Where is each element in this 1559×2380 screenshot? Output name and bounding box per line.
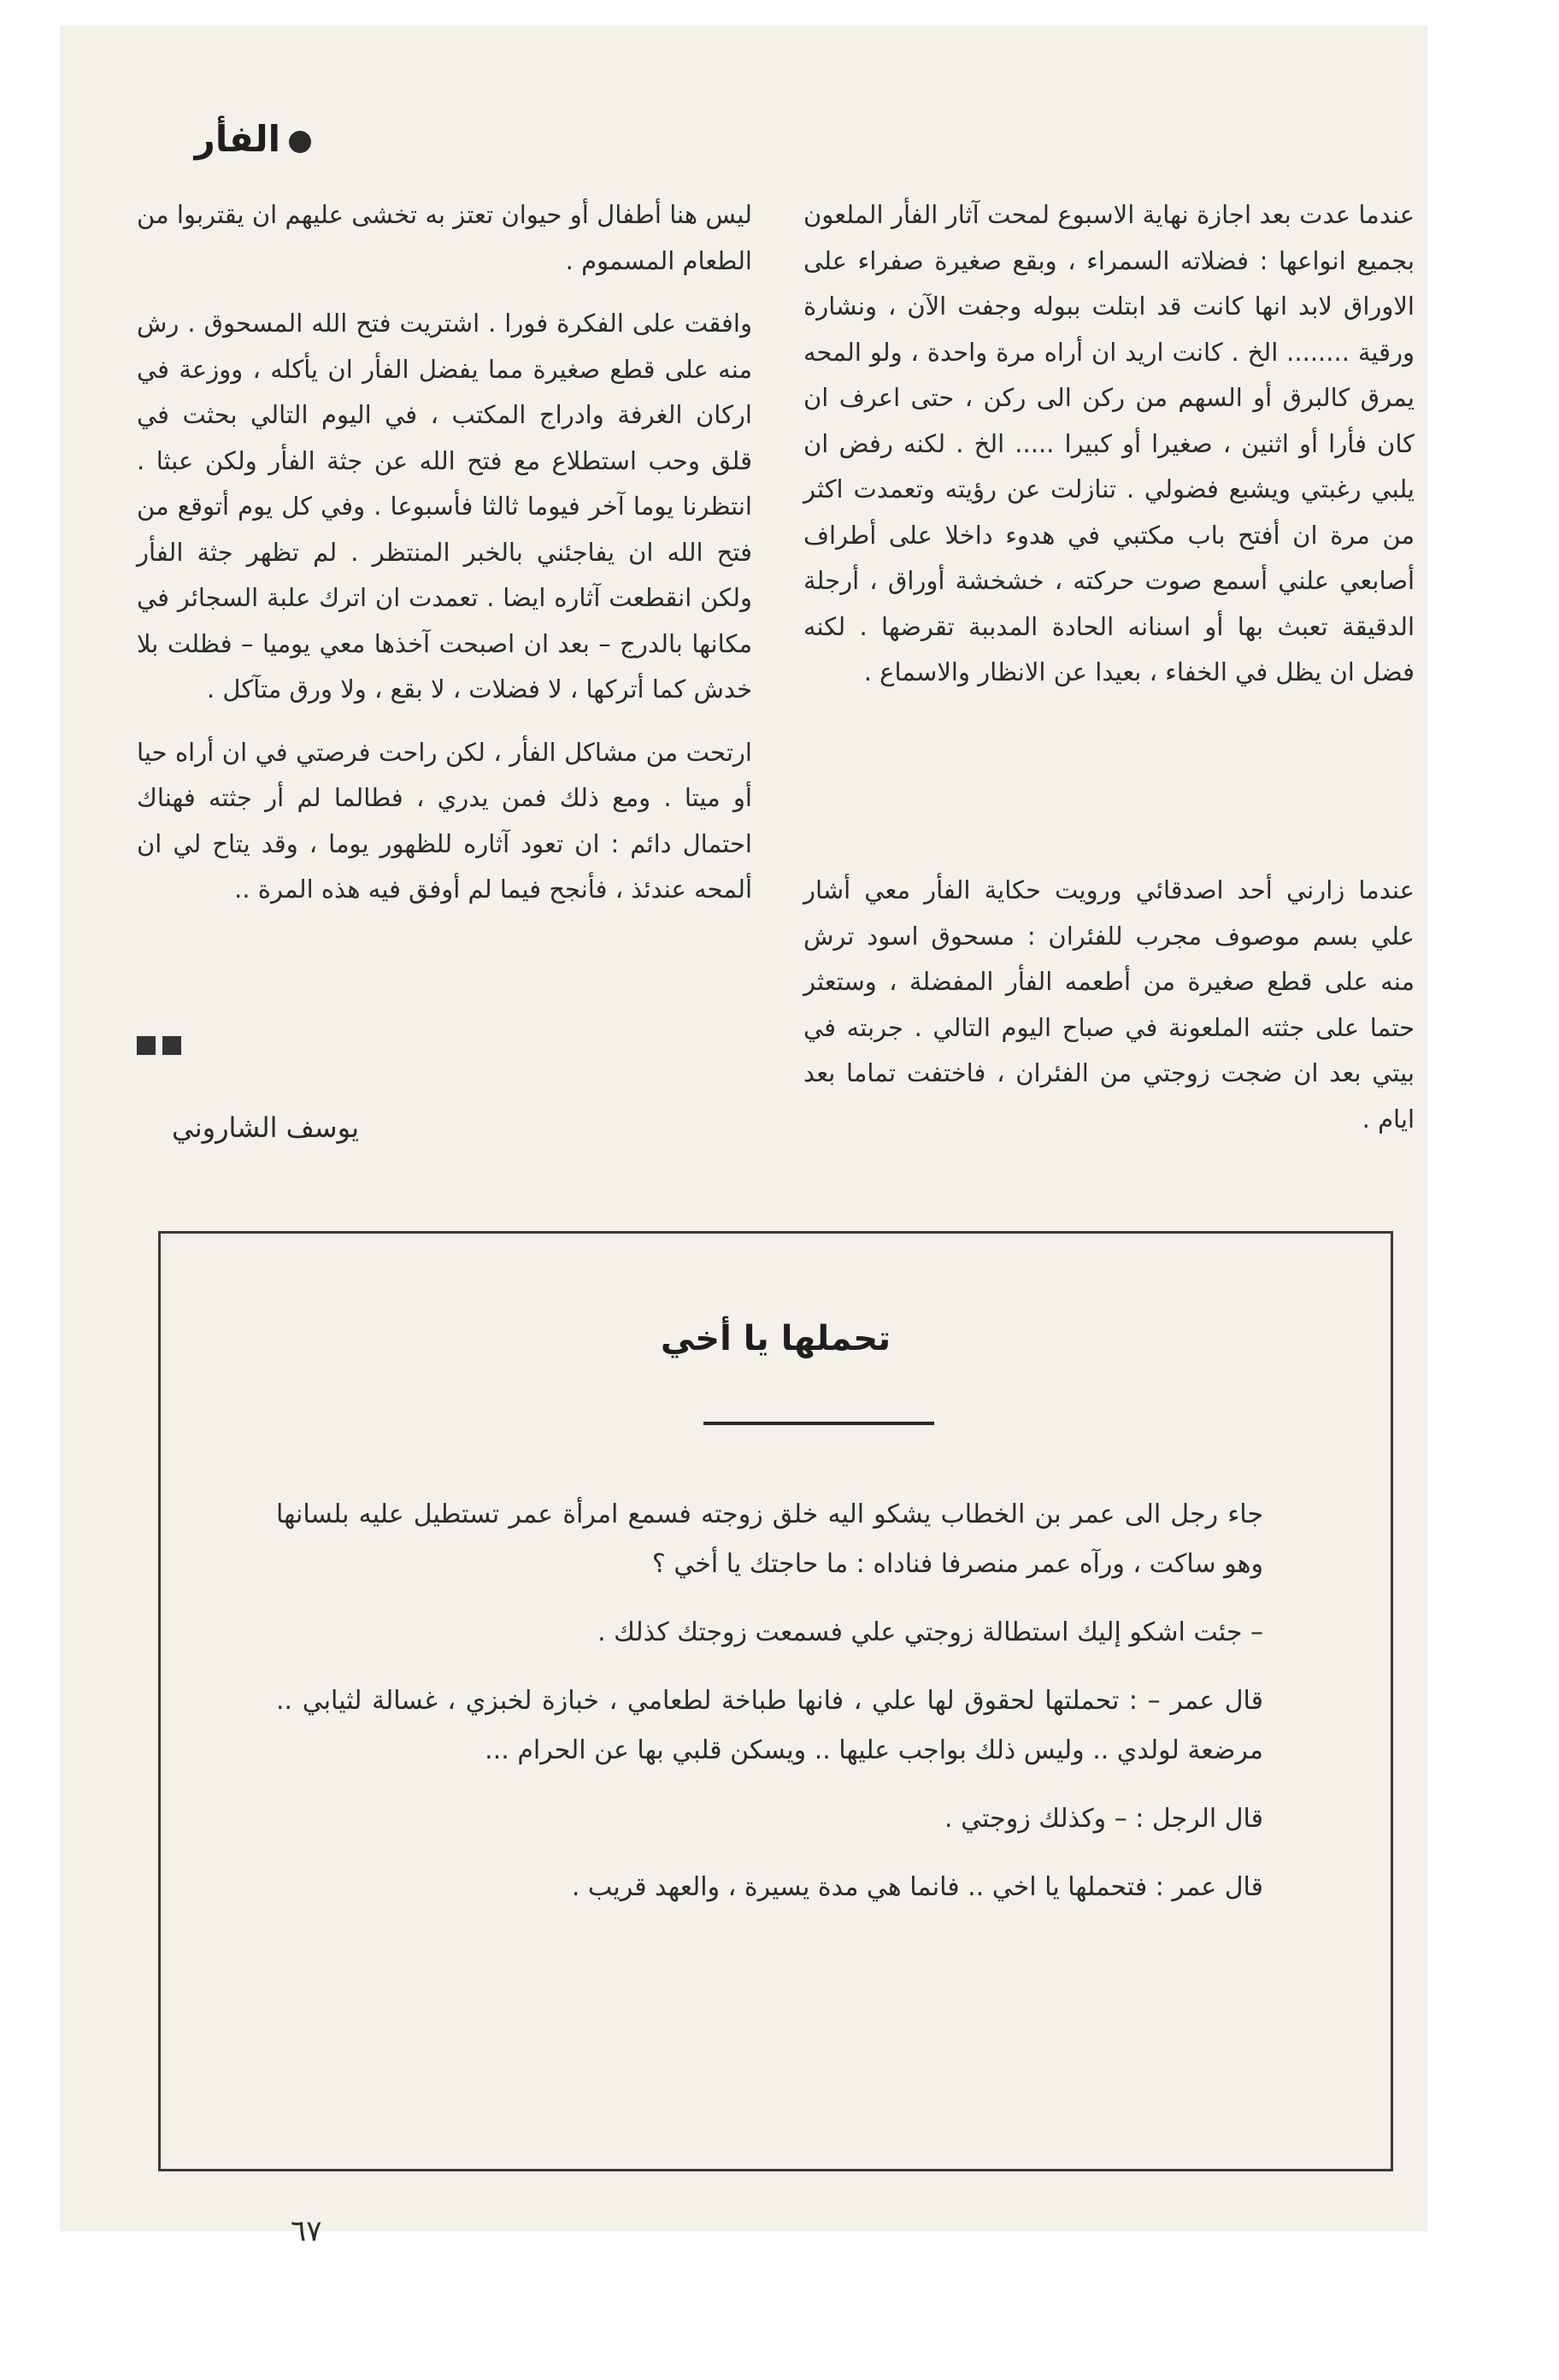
article-paragraph: عندما زارني أحد اصدقائي ورويت حكاية الفأر معي أشار علي بسم موصوف مجرب للفئران : مسحوق اسود ترش منه على قطع صغيرة من أطعمه الفأر المفضلة ، وستعثر حتما على جثته الملعونة في صباح اليوم التالي . جربته في بيتي بعد ان ضجت زوجتي من الفئران ، فاختفت تماما بعد ايام . [803, 875, 1415, 1134]
article-paragraph: وافقت على الفكرة فورا . اشتريت فتح الله المسحوق . رش منه على قطع صغيرة مما يفضل الفأر ان يأكله ، ووزعة في اركان الغرفة وادراج المكتب ، في اليوم التالي بحثت في قلق وحب استطلاع مع فتح الله عن جثة الفأر ولكن عبثا . انتظرنا يوما آخر فيوما ثالثا فأسبوعا . وفي كل يوم أتوقع من فتح الله ان يفاجئني بالخبر المنتظر . لم تظهر جثة الفأر ولكن انقطعت آثاره ايضا . تعمدت ان اترك علبة السجائر في مكانها بالدرج – بعد ان اصبحت آخذها معي يوميا – فظلت بلا خدش كما أتركها ، لا فضلات ، لا بقع ، ولا ورق متآكل . [137, 309, 752, 704]
page-number: ٦٧ [291, 2214, 322, 2248]
bullet-icon [289, 131, 311, 153]
box-paragraph: قال عمر – : تحملتها لحقوق لها علي ، فانها طباخة لطعامي ، خبازة لخبزي ، غسالة لثيابي .. مرضعة لولدي .. وليس ذلك بواجب عليها .. ويسكن قلبي بها عن الحرام ... [276, 1686, 1263, 1765]
article-title: الفأر [194, 118, 280, 160]
box-body [276, 1490, 1263, 1931]
article-header [123, 118, 311, 160]
article-paragraph: ارتحت من مشاكل الفأر ، لكن راحت فرصتي في ان أراه حيا أو ميتا . ومع ذلك فمن يدري ، فطالما لم أر جثته فهناك احتمال دائم : ان تعود آثاره للظهور يوما ، وقد يتاح لي ان ألمحه عندئذ ، فأنجح فيما لم أوفق فيه هذه المرة .. [137, 737, 752, 904]
article-left-column [137, 192, 752, 913]
end-of-article-marks [137, 1036, 214, 1062]
box-paragraph: جاء رجل الى عمر بن الخطاب يشكو اليه خلق زوجته فسمع امرأة عمر تستطيل عليه بلسانها وهو ساكت ، ورآه عمر منصرفا فناداه : ما حاجتك يا أخي ؟ [276, 1499, 1263, 1579]
author-name: يوسف الشاروني [172, 1111, 359, 1144]
anecdote-box [158, 1231, 1393, 2171]
end-square-icon [162, 1036, 181, 1055]
article-paragraph: ليس هنا أطفال أو حيوان تعتز به تخشى عليهم ان يقتربوا من الطعام المسموم . [137, 200, 752, 275]
article-paragraph: عندما عدت بعد اجازة نهاية الاسبوع لمحت آثار الفأر الملعون بجميع انواعها : فضلاته السمراء ، وبقع صغيرة صفراء على الاوراق لابد انها كانت قد ابتلت ببوله وجفت الآن ، ونشارة ورقية ........ الخ . كانت اريد ان أراه مرة واحدة ، ولو المحه يمرق كالبرق أو السهم من ركن الى ركن ، حتى اعرف ان كان فأرا أو اثنين ، صغيرا أو كبيرا ..... الخ . لكنه رفض ان يلبي رغبتي ويشبع فضولي . تنازلت عن رؤيته وتعمدت اكثر من مرة ان أفتح باب مكتبي في هدوء داخلا على أطراف أصابعي علني أسمع صوت حركته ، خشخشة أوراق ، أرجلة الدقيقة تعبث بها أو اسنانه الحادة المدببة تقرضها . لكنه فضل ان يظل في الخفاء ، بعيدا عن الانظار والاسماع . [803, 200, 1415, 686]
end-square-icon [137, 1036, 156, 1055]
box-paragraph: قال عمر : فتحملها يا اخي .. فانما هي مدة يسيرة ، والعهد قريب . [571, 1872, 1263, 1902]
box-paragraph: – جئت اشكو إليك استطالة زوجتي علي فسمعت زوجتك كذلك . [597, 1617, 1263, 1647]
title-underline [703, 1422, 934, 1425]
article-right-column-top [803, 192, 1415, 696]
box-title: تحملها يا أخي [660, 1319, 891, 1358]
article-right-column-bottom [803, 868, 1415, 1142]
box-paragraph: قال الرجل : – وكذلك زوجتي . [944, 1804, 1263, 1834]
